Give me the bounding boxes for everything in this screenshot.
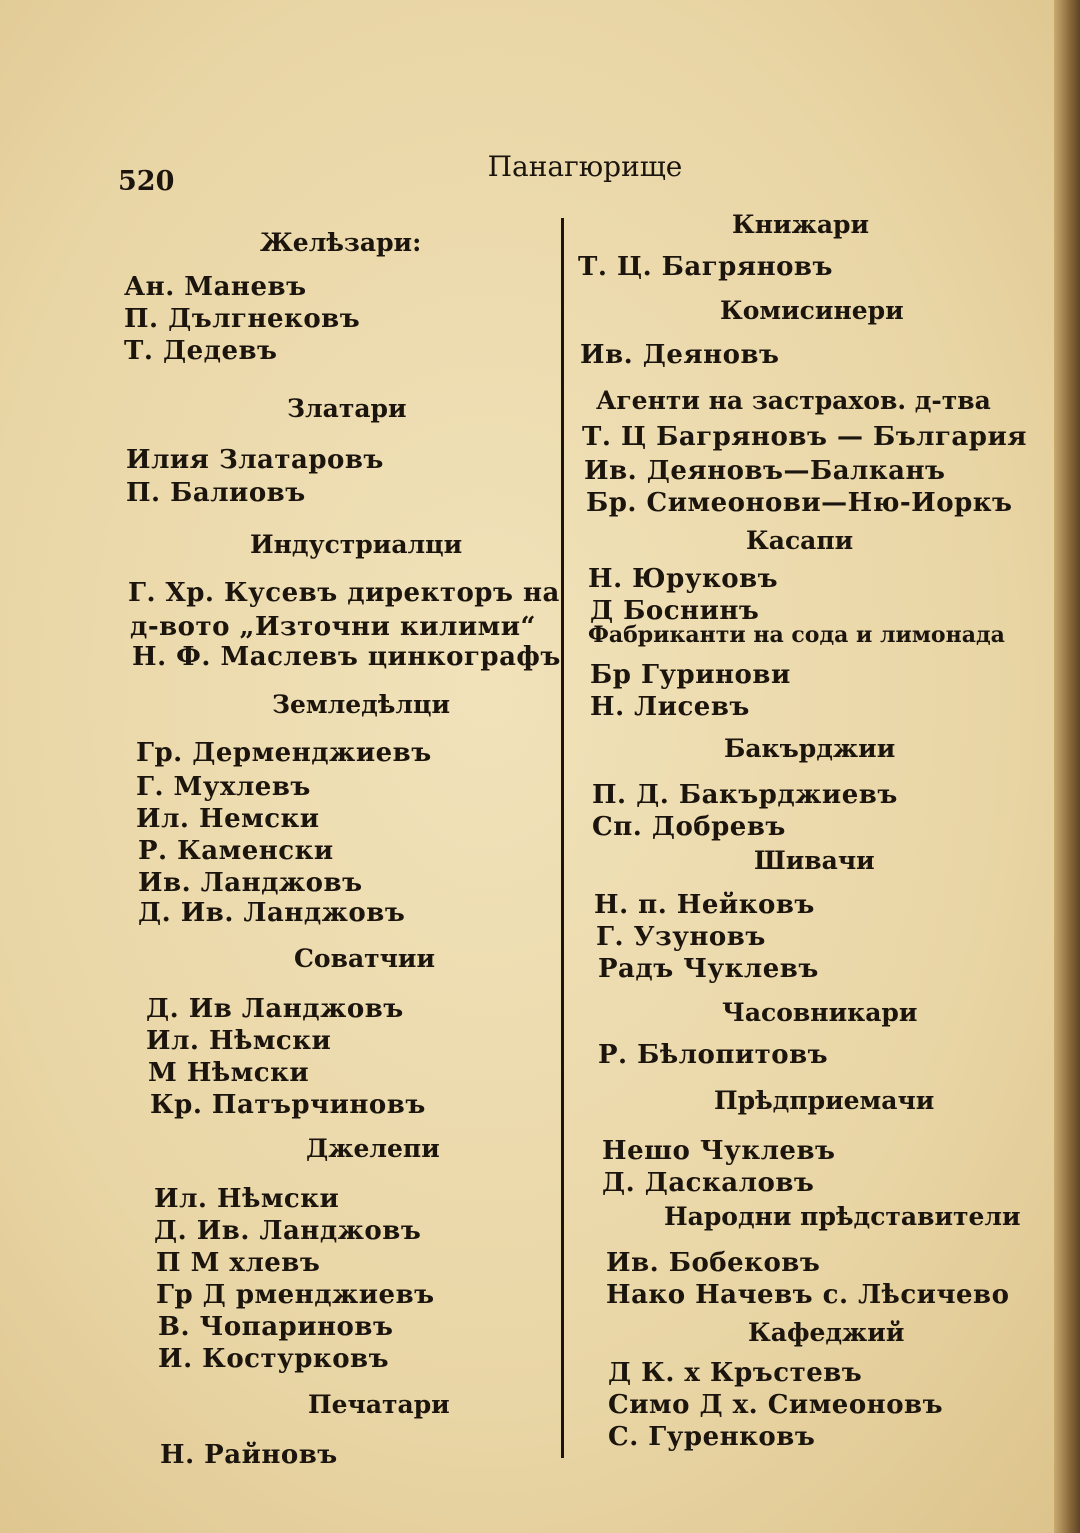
list-item: С. Гуренковъ [608,1422,816,1452]
list-item: Ил. Нѣмски [146,1026,332,1056]
column-divider-rule [561,218,564,1458]
list-item: Бр Гуринови [590,660,791,690]
list-item: Д. Ив Ланджовъ [146,994,404,1024]
section-heading: Книжари [732,210,870,239]
section-heading: Джелепи [306,1134,440,1163]
section-heading: Печатари [308,1390,450,1419]
running-head: Панагюрище [487,150,683,183]
list-item: Д. Даскаловъ [602,1168,815,1198]
list-item: В. Чопариновъ [158,1312,394,1342]
section-heading: Земледѣлци [272,690,451,719]
list-item: И. Костурковъ [158,1344,390,1374]
list-item: М Нѣмски [148,1058,310,1088]
section-heading: Агенти на застрахов. д-тва [596,386,991,415]
list-item: П. Балиовъ [126,478,306,508]
section-heading: Народни прѣдставители [664,1202,1021,1231]
list-item: Илия Златаровъ [126,445,384,475]
list-item: Н. Райновъ [160,1440,338,1470]
list-item: Ил. Немски [136,804,320,834]
list-item: Н. Юруковъ [588,564,779,594]
list-item: Д. Ив. Ланджовъ [138,898,406,928]
list-item: Ив. Деяновъ [580,340,780,370]
list-item: Д Боснинъ [590,596,760,626]
list-item: Т. Дедевъ [124,336,278,366]
section-heading: Индустриалци [250,530,463,559]
list-item: д-вото „Източни килими“ [130,612,536,642]
list-item: Ив. Деяновъ—Балканъ [584,456,946,486]
section-heading: Желѣзари: [260,228,422,257]
list-item: Ив. Бобековъ [606,1248,821,1278]
section-heading: Златари [287,394,407,423]
list-item: Н. Ф. Маслевъ цинкографъ [132,642,561,672]
section-heading: Часовникари [722,998,918,1027]
list-item: Д. Ив. Ланджовъ [154,1216,422,1246]
section-heading: Шивачи [754,846,875,875]
list-item: Т. Ц Багряновъ — България [582,422,1027,452]
list-item: Ил. Нѣмски [154,1184,340,1214]
list-item: Р. Бѣлопитовъ [598,1040,829,1070]
list-item: Гр. Дерменджиевъ [136,738,432,768]
list-item: Г. Мухлевъ [136,772,311,802]
page-number: 520 [118,166,175,197]
list-item: Р. Каменски [138,836,334,866]
list-item: Гр Д рменджиевъ [156,1280,435,1310]
section-heading: Фабриканти на сода и лимонада [588,622,1005,648]
section-heading: Бакърджии [724,734,896,763]
list-item: Ан. Маневъ [124,272,307,302]
list-item: П. Д. Бакърджиевъ [592,780,898,810]
list-item: Бр. Симеонови—Ню-Иоркъ [586,488,1013,518]
list-item: Д К. х Кръстевъ [608,1358,863,1388]
section-heading: Касапи [746,526,854,555]
list-item: Г. Хр. Кусевъ директоръ на [128,578,560,608]
list-item: Симо Д х. Симеоновъ [608,1390,944,1420]
section-heading: Прѣдприемачи [714,1086,935,1115]
list-item: Н. п. Нейковъ [594,890,815,920]
list-item: П М хлевъ [156,1248,321,1278]
page-binding-edge [1054,0,1080,1533]
list-item: Ив. Ланджовъ [138,868,363,898]
list-item: Кр. Патърчиновъ [150,1090,426,1120]
list-item: Нако Начевъ с. Лѣсичево [606,1280,1010,1310]
list-item: Т. Ц. Багряновъ [578,252,833,282]
section-heading: Кафеджий [748,1318,905,1347]
list-item: Н. Лисевъ [590,692,750,722]
section-heading: Комисинери [720,296,904,325]
list-item: Сп. Добревъ [592,812,786,842]
list-item: Радъ Чуклевъ [598,954,819,984]
list-item: Нешо Чуклевъ [602,1136,836,1166]
list-item: П. Дългнековъ [124,304,361,334]
list-item: Г. Узуновъ [596,922,766,952]
section-heading: Соватчии [294,944,436,973]
